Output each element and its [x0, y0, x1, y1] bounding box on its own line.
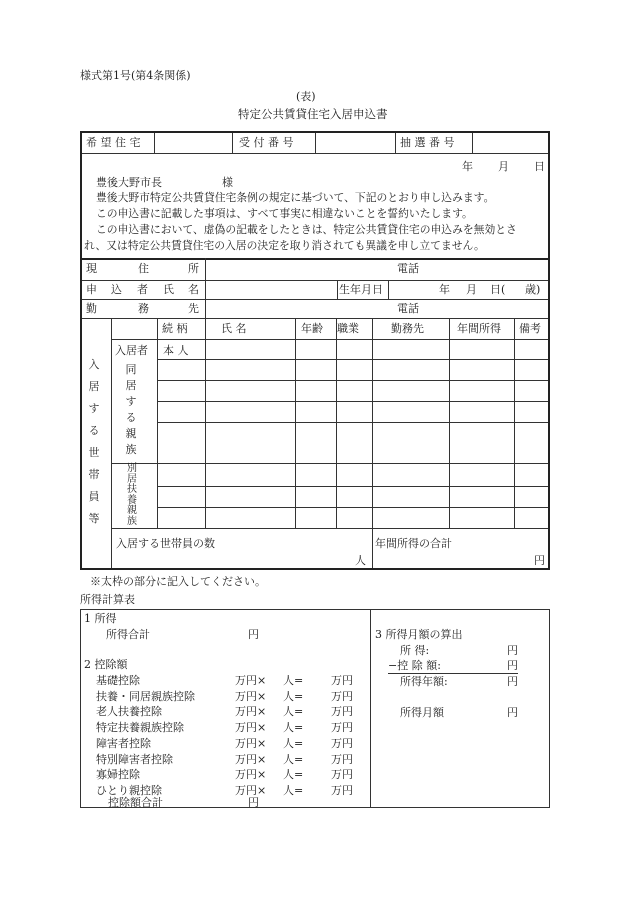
- note-text: ※太枠の部分に記入してください。: [90, 575, 266, 588]
- income-total-unit: 円: [534, 554, 545, 567]
- side-label: (表): [296, 90, 316, 103]
- desired-housing-label: 希 望 住 宅: [86, 136, 141, 149]
- address-label-2: 住: [138, 262, 149, 275]
- unit-man: 万円×: [235, 784, 267, 797]
- unit-result: 万円: [331, 721, 353, 734]
- deduction-heading: 2 控除額: [84, 658, 128, 671]
- date-month: 月: [498, 160, 509, 173]
- unit-person: 人=: [283, 674, 304, 687]
- monthly-heading: 3 所得月額の算出: [375, 628, 463, 641]
- unit-person: 人=: [283, 721, 304, 734]
- lottery-number-field[interactable]: [474, 133, 548, 150]
- monthly-label: 所得月額: [400, 706, 444, 719]
- income-total-field[interactable]: [440, 550, 528, 566]
- unit-person: 人=: [283, 768, 304, 781]
- form-title: 特定公共賃貸住宅入居申込書: [238, 107, 388, 121]
- monthly-annual-unit: 円: [507, 675, 518, 688]
- workplace-label-3: 先: [188, 302, 199, 315]
- col-relation: 続 柄: [162, 322, 188, 335]
- monthly-income-unit: 円: [507, 644, 518, 657]
- separate-label: 別居扶養親族: [127, 463, 137, 527]
- name-label-4: 氏: [163, 283, 174, 296]
- monthly-deduction-unit: 円: [507, 659, 518, 672]
- address-field[interactable]: [206, 259, 386, 278]
- monthly-deduction-label: −控 除 額:: [388, 659, 441, 672]
- col-age: 年齢: [301, 322, 323, 335]
- income-total-calc-unit: 円: [248, 628, 259, 641]
- unit-person: 人=: [283, 690, 304, 703]
- name-label-2: 込: [111, 283, 122, 296]
- calc-table-title: 所得計算表: [80, 593, 135, 606]
- lottery-number-label: 抽 選 番 号: [400, 136, 455, 149]
- monthly-annual-label: 所得年額:: [400, 675, 448, 688]
- household-section-label: 入居する世帯員等: [88, 358, 100, 525]
- col-annual-income: 年間所得: [457, 322, 501, 335]
- col-name: 氏 名: [221, 322, 247, 335]
- birth-age: 歳): [525, 283, 541, 296]
- income-heading: 1 所得: [84, 612, 117, 625]
- receipt-number-label: 受 付 番 号: [239, 136, 294, 149]
- declaration-3: この申込書において、虚偽の記載をしたときは、特定公共賃貸住宅の申込みを無効とさ: [96, 223, 517, 236]
- declaration-2: この申込書に記載した事項は、すべて事実に相違ないことを誓約いたします。: [96, 207, 473, 220]
- income-total-label: 年間所得の合計: [375, 537, 452, 550]
- workplace-label-1: 勤: [86, 302, 97, 315]
- unit-result: 万円: [331, 737, 353, 750]
- birth-month: 月: [466, 283, 477, 296]
- cohabiting-label: 同居する親族: [125, 363, 137, 456]
- declaration-4: れ、又は特定公共賃貸住宅の入居の決定を取り消されても異議を申し立てません。: [84, 239, 485, 252]
- addressee-name: 豊後大野市長: [96, 176, 162, 189]
- unit-result: 万円: [331, 674, 353, 687]
- member-count-field[interactable]: [206, 550, 346, 566]
- deduction-item: 特定扶養親族控除: [96, 721, 184, 734]
- unit-man: 万円×: [235, 674, 267, 687]
- workplace-field[interactable]: [206, 299, 386, 316]
- workplace-label-2: 務: [138, 302, 149, 315]
- unit-man: 万円×: [235, 705, 267, 718]
- addressee-honorific: 様: [222, 176, 233, 189]
- unit-man: 万円×: [235, 737, 267, 750]
- unit-man: 万円×: [235, 768, 267, 781]
- unit-man: 万円×: [235, 690, 267, 703]
- unit-person: 人=: [283, 753, 304, 766]
- birthdate-label: 生年月日: [339, 283, 383, 296]
- unit-result: 万円: [331, 705, 353, 718]
- unit-man: 万円×: [235, 753, 267, 766]
- unit-result: 万円: [331, 690, 353, 703]
- deduction-total-unit: 円: [248, 796, 259, 809]
- monthly-unit: 円: [507, 706, 518, 719]
- form-number: 様式第1号(第4条関係): [80, 69, 191, 82]
- workplace-phone-label: 電話: [397, 302, 419, 315]
- desired-housing-field[interactable]: [155, 133, 230, 150]
- birth-year: 年: [439, 283, 450, 296]
- unit-result: 万円: [331, 784, 353, 797]
- name-field[interactable]: [206, 280, 334, 297]
- deduction-item: ひとり親控除: [96, 784, 162, 797]
- member-count-unit: 人: [355, 554, 366, 567]
- birth-day: 日(: [490, 283, 506, 296]
- deduction-item: 基礎控除: [96, 674, 140, 687]
- name-label-5: 名: [188, 283, 199, 296]
- unit-result: 万円: [331, 753, 353, 766]
- address-label-3: 所: [188, 262, 199, 275]
- deduction-total-label: 控除額合計: [108, 796, 163, 809]
- date-day: 日: [534, 160, 545, 173]
- unit-person: 人=: [283, 705, 304, 718]
- self-label: 本 人: [163, 344, 189, 357]
- monthly-divider: [388, 673, 518, 674]
- unit-result: 万円: [331, 768, 353, 781]
- unit-person: 人=: [283, 784, 304, 797]
- col-workplace: 勤務先: [391, 322, 424, 335]
- address-label-1: 現: [86, 262, 97, 275]
- col-occupation: 職業: [337, 322, 359, 335]
- monthly-income-label: 所 得:: [400, 644, 430, 657]
- col-remarks: 備考: [519, 322, 541, 335]
- deduction-item: 老人扶養控除: [96, 705, 162, 718]
- declaration-1: 豊後大野市特定公共賃貸住宅条例の規定に基づいて、下記のとおり申し込みます。: [96, 191, 495, 204]
- deduction-item: 寡婦控除: [96, 768, 140, 781]
- member-count-label: 入居する世帯員の数: [116, 537, 215, 550]
- resident-label: 入居者: [115, 344, 148, 357]
- unit-man: 万円×: [235, 721, 267, 734]
- unit-person: 人=: [283, 737, 304, 750]
- name-label-3: 者: [137, 283, 148, 296]
- address-phone-label: 電話: [397, 262, 419, 275]
- income-total-calc-label: 所得合計: [106, 628, 150, 641]
- deduction-item: 特別障害者控除: [96, 753, 173, 766]
- deduction-item: 扶養・同居親族控除: [96, 690, 195, 703]
- deduction-item: 障害者控除: [96, 737, 151, 750]
- date-year: 年: [462, 160, 473, 173]
- name-label-1: 申: [86, 283, 97, 296]
